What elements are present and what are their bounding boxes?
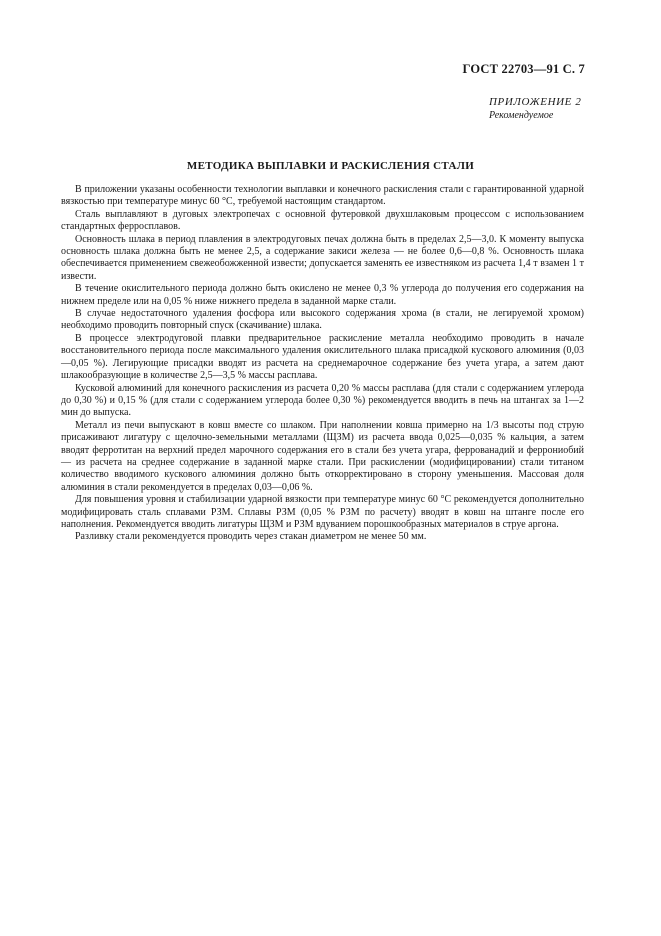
- paragraph: В случае недостаточного удаления фосфора или высокого содержания хрома (в стали, не легируемой хромом) необходимо проводить повторный спуск (скачивание) шлака.: [61, 308, 584, 332]
- paragraph: В приложении указаны особенности технологии выплавки и конечного раскисления стали с гарантированной ударной вязкостью при температуре минус 60 °С, требуемой настоящим стандартом.: [61, 184, 584, 208]
- paragraph: Разливку стали рекомендуется проводить через стакан диаметром не менее 50 мм.: [75, 531, 427, 543]
- paragraph: В течение окислительного периода должно быть окислено не менее 0,3 % углерода до получения его содержания на нижнем пределе или на 0,05 % ниже нижнего предела в заданной марке стали.: [61, 283, 584, 307]
- paragraph: Сталь выплавляют в дуговых электропечах с основной футеровкой двухшлаковым процессом с использованием стандартных ферросплавов.: [61, 208, 584, 233]
- appendix-subtitle: Рекомендуемое: [489, 110, 554, 121]
- paragraph: Металл из печи выпускают в ковш вместе со шлаком. При наполнении ковша примерно на 1/3 высоты под струю присаживают лигатуру с щелочно-земельными металлами (ЩЗМ) из расчета ввода 0,025—0,035 % кальция, а затем вводят ферротитан на верхний предел марочного содержания его в стали без учета угара, феррованадий и феррониобий — из расчета на среднее содержание в заданной марке стали. При раскислении (модифицировании) стали титаном количество вводимого кускового алюминия должно быть откорректировано в сторону уменьшения. Массовая доля алюминия в стали рекомендуется в пределах 0,03—0,06 %.: [61, 419, 584, 493]
- paragraph: Для повышения уровня и стабилизации ударной вязкости при температуре минус 60 °С рекомендуется дополнительно модифицировать сталь сплавами РЗМ. Сплавы РЗМ (0,05 % РЗМ по расчету) вводят в ковш на штанге после его наполнения. Рекомендуется вводить лигатуры ЩЗМ и РЗМ вдуванием порошкообразных материалов в струе аргона.: [61, 494, 584, 530]
- paragraph: В процессе электродуговой плавки предварительное раскисление металла необходимо проводить в начале восстановительного периода после максимального удаления окислительного шлака присадкой кускового алюминия (0,03—0,05 %). Легирующие присадки вводят из расчета на среднемарочное содержание без учета угара, а затем дают шлакообразующие в количестве 2,5—3,5 % массы расплава.: [61, 332, 584, 382]
- page-header: ГОСТ 22703—91 С. 7: [462, 62, 585, 76]
- document-body: [61, 184, 584, 544]
- paragraph: Основность шлака в период плавления в электродуговых печах должна быть в пределах 2,5—3,0. К моменту выпуска основность шлака должна быть не менее 2,5, а содержание закиси железа — не более 0,6—0,8 %. Основность шлака обеспечивается применением свежеобожженной извести; допускается заменять ее известняком из расчета 1,4 т взамен 1 т извести.: [61, 233, 584, 282]
- document-title: МЕТОДИКА ВЫПЛАВКИ И РАСКИСЛЕНИЯ СТАЛИ: [186, 160, 475, 172]
- paragraph: Кусковой алюминий для конечного раскисления из расчета 0,20 % массы расплава (для стали с содержанием углерода до 0,30 %) и 0,15 % (для стали с содержанием углерода более 0,30 %) рекомендуется вводить в печь на штангах за 1—2 мин до выпуска.: [61, 382, 584, 419]
- appendix-title: ПРИЛОЖЕНИЕ 2: [489, 96, 582, 108]
- appendix-label: [489, 96, 581, 122]
